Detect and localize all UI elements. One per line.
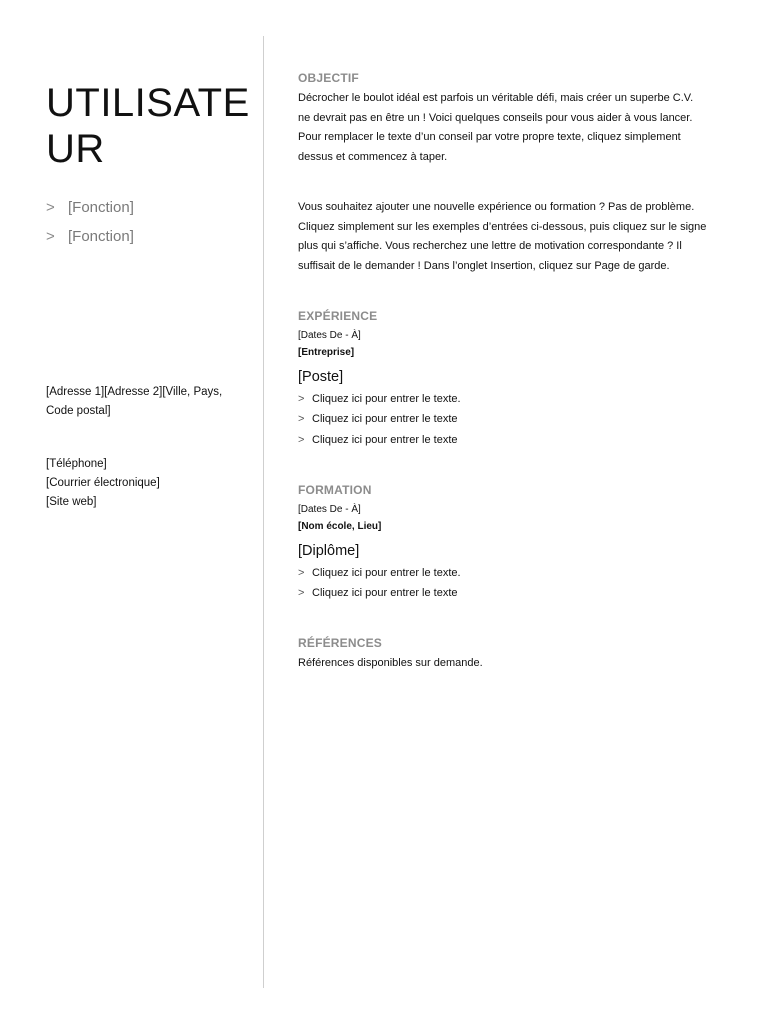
formation-school[interactable]: [Nom école, Lieu] — [298, 520, 382, 532]
role-item[interactable] — [46, 227, 246, 256]
phone-field[interactable]: [Téléphone] — [46, 458, 107, 470]
list-item[interactable] — [298, 430, 728, 450]
user-name-line-1[interactable]: UTILISATE — [46, 81, 250, 125]
text-line: Pour remplacer le texte d’un conseil par votre propre texte, cliquez simplement — [298, 131, 681, 143]
formation-degree[interactable]: [Diplôme] — [298, 542, 360, 559]
right-column — [298, 70, 728, 674]
list-item-text: Cliquez ici pour entrer le texte — [312, 433, 458, 446]
text-line: Vous souhaitez ajouter une nouvelle expérience ou formation ? Pas de problème. — [298, 201, 695, 213]
list-item[interactable] — [298, 563, 728, 583]
user-name-line-2[interactable]: UR — [46, 127, 105, 171]
role-item[interactable] — [46, 198, 246, 227]
text-line: dessus et commencez à taper. — [298, 150, 448, 163]
list-item-text: Cliquez ici pour entrer le texte. — [312, 566, 461, 579]
section-title-formation: FORMATION — [298, 482, 372, 497]
text-line: plus qui s’affiche. Vous recherchez une lettre de motivation correspondante ? Il — [298, 240, 682, 252]
formation-section — [298, 482, 728, 604]
list-item[interactable] — [298, 389, 728, 409]
text-line: Cliquez simplement sur les exemples d’entrées ci-dessous, puis cliquez sur le signe — [298, 220, 707, 233]
role-label[interactable]: [Fonction] — [68, 199, 134, 216]
contact-details — [46, 455, 246, 512]
chevron-right-icon: > — [298, 566, 305, 579]
chevron-right-icon: > — [46, 228, 55, 245]
references-section — [298, 635, 728, 674]
role-label[interactable]: [Fonction] — [68, 228, 134, 245]
objective-paragraph[interactable] — [298, 89, 728, 167]
text-line: ne devrait pas en être un ! Voici quelques conseils pour vous aider à vous lancer. — [298, 111, 693, 124]
address-line[interactable]: [Adresse 1][Adresse 2][Ville, Pays, — [46, 386, 223, 398]
address-block[interactable] — [46, 383, 246, 421]
text-line: Décrocher le boulot idéal est parfois un véritable défi, mais créer un superbe C.V. — [298, 92, 694, 104]
list-item[interactable] — [298, 583, 728, 603]
experience-company[interactable]: [Entreprise] — [298, 347, 355, 358]
section-title-objectif: OBJECTIF — [298, 71, 359, 85]
objective-section — [298, 70, 728, 276]
email-field[interactable]: [Courrier électronique] — [46, 477, 160, 489]
role-list — [46, 198, 246, 256]
experience-section — [298, 308, 728, 450]
user-name[interactable] — [46, 80, 250, 172]
section-title-references: RÉFÉRENCES — [298, 636, 383, 651]
formation-dates[interactable]: [Dates De - À] — [298, 503, 361, 515]
list-item-text: Cliquez ici pour entrer le texte — [312, 413, 458, 426]
experience-dates[interactable]: [Dates De - À] — [298, 330, 361, 341]
references-text[interactable]: Références disponibles sur demande. — [298, 657, 483, 670]
column-divider — [263, 36, 264, 988]
left-column — [46, 80, 250, 256]
list-item-text: Cliquez ici pour entrer le texte — [312, 587, 458, 600]
address-line[interactable]: Code postal] — [46, 405, 111, 417]
contact-info — [46, 383, 246, 546]
list-item-text: Cliquez ici pour entrer le texte. — [312, 393, 461, 405]
chevron-right-icon: > — [298, 587, 305, 600]
website-field[interactable]: [Site web] — [46, 496, 97, 508]
chevron-right-icon: > — [298, 413, 305, 426]
objective-paragraph[interactable] — [298, 198, 728, 276]
experience-position[interactable]: [Poste] — [298, 369, 344, 385]
list-item[interactable] — [298, 409, 728, 429]
section-title-experience: EXPÉRIENCE — [298, 309, 378, 323]
chevron-right-icon: > — [298, 393, 305, 405]
text-line: suffisait de le demander ! Dans l’onglet Insertion, cliquez sur Page de garde. — [298, 259, 670, 272]
experience-bullets — [298, 389, 728, 450]
chevron-right-icon: > — [46, 199, 55, 216]
chevron-right-icon: > — [298, 433, 305, 446]
formation-bullets — [298, 563, 728, 604]
